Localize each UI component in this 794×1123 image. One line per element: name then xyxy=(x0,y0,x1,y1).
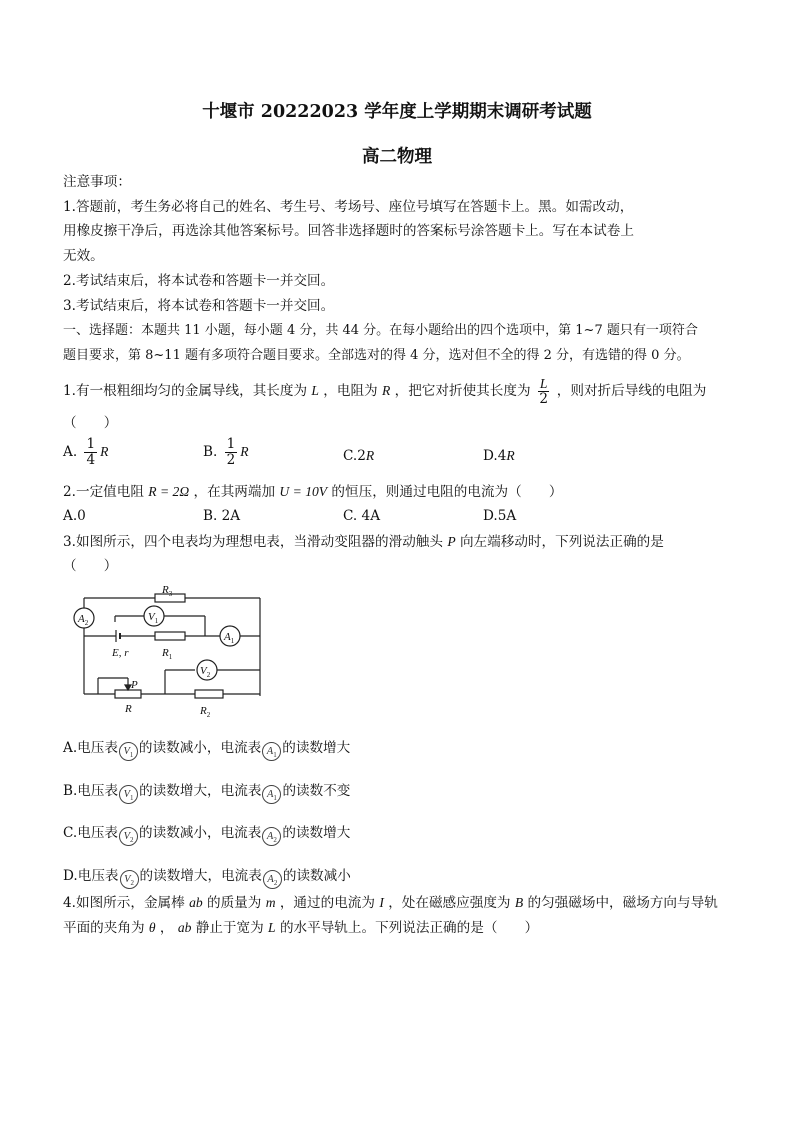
q1-fraction: $\frac{L}{2}$ xyxy=(539,376,548,407)
q3-option-d: D.电压表 $V_2$ 的读数增大，电流表 $A_2$ 的读数减小 xyxy=(63,868,351,888)
notes-line-1b: 用橡皮擦干净后，再选涂其他答案标号。回答非选择题时的答案标号涂答题卡上。写在本试卷上 xyxy=(63,223,634,239)
q2-option-a: A.0 xyxy=(63,508,86,524)
q3-paren: （ ） xyxy=(63,558,118,574)
section1-line-2: 题目要求，第 8~11 题有多项符合题目要求。全部选对的得 4 分，选对但不全的得 2 分，有选错的得 0 分。 xyxy=(63,348,690,363)
notes-line-1c: 无效。 xyxy=(63,248,104,264)
exam-subject: 高二物理 xyxy=(362,147,432,167)
voltmeter-icon: $V_2$ xyxy=(119,827,138,846)
q1-paren: （ ） xyxy=(63,415,118,431)
ammeter-icon: $A_1$ xyxy=(262,785,281,804)
q4-stem-line-2: 平面的夹角为 θ ， ab 静止于宽为 L 的水平导轨上。下列说法正确的是（ ） xyxy=(63,920,539,936)
exam-title: 十堰市 20222023 学年度上学期期末调研考试题 xyxy=(202,102,592,122)
label-p: P xyxy=(131,679,138,691)
label-r: R xyxy=(125,703,132,715)
label-a1: $A_1$ xyxy=(224,631,235,645)
q2-stem: 2.一定值电阻 R = 2Ω ，在其两端加 U = 10V 的恒压，则通过电阻的电流为（ ） xyxy=(63,484,563,500)
notes-line-1a: 1.答题前，考生务必将自己的姓名、考生号、考场号、座位号填写在答题卡上。黑。如需改动， xyxy=(63,199,634,215)
notes-line-2: 2.考试结束后，将本试卷和答题卡一并交回。 xyxy=(63,273,335,289)
q1-stem: 1.有一根粗细均匀的金属导线，其长度为 L ，电阻为 R ，把它对折使其长度为 $\frac{L}{2}$ ，则对折后导线的电阻为 xyxy=(63,376,707,407)
label-r1: $R_1$ xyxy=(162,647,173,661)
q1-option-d: D.4R xyxy=(483,448,515,464)
label-e-r: E, r xyxy=(112,647,129,659)
q1-option-c: C.2R xyxy=(343,448,375,464)
label-r3: $R_3$ xyxy=(162,586,173,598)
label-a2: $A_2$ xyxy=(78,613,89,627)
q2-option-d: D.5A xyxy=(483,508,517,524)
notes-line-3: 3.考试结束后，将本试卷和答题卡一并交回。 xyxy=(63,298,335,314)
label-v2: $V_2$ xyxy=(200,665,211,679)
voltmeter-icon: $V_1$ xyxy=(119,785,138,804)
circuit-diagram xyxy=(70,586,280,721)
q3-option-a: A.电压表 $V_1$ 的读数减小，电流表 $A_1$ 的读数增大 xyxy=(63,740,351,760)
q3-option-b: B.电压表 $V_1$ 的读数增大，电流表 $A_1$ 的读数不变 xyxy=(63,783,351,803)
q1-option-a: A. $\frac{1}{4}$ R xyxy=(63,436,109,468)
ammeter-icon: $A_2$ xyxy=(263,870,282,889)
ammeter-icon: $A_1$ xyxy=(262,742,281,761)
ammeter-icon: $A_2$ xyxy=(262,827,281,846)
q3-stem: 3.如图所示，四个电表均为理想电表，当滑动变阻器的滑动触头 P 向左端移动时，下列说法正确的是 xyxy=(63,534,664,550)
section1-line-1: 一、选择题：本题共 11 小题，每小题 4 分，共 44 分。在每小题给出的四个选项中，第 1~7 题只有一项符合 xyxy=(63,323,698,338)
q2-option-c: C. 4A xyxy=(343,508,381,524)
voltmeter-icon: $V_1$ xyxy=(119,742,138,761)
q2-option-b: B. 2A xyxy=(203,508,241,524)
label-r2: $R_2$ xyxy=(200,705,211,719)
voltmeter-icon: $V_2$ xyxy=(120,870,139,889)
q1-option-b: B. $\frac{1}{2}$ R xyxy=(203,436,249,468)
notes-heading: 注意事项： xyxy=(63,174,131,190)
q3-option-c: C.电压表 $V_2$ 的读数减小，电流表 $A_2$ 的读数增大 xyxy=(63,825,351,845)
q4-stem-line-1: 4.如图所示，金属棒 ab 的质量为 m ，通过的电流为 I ，处在磁感应强度为 B 的匀强磁场中，磁场方向与导轨 xyxy=(63,895,718,911)
label-v1: $V_1$ xyxy=(148,611,159,625)
